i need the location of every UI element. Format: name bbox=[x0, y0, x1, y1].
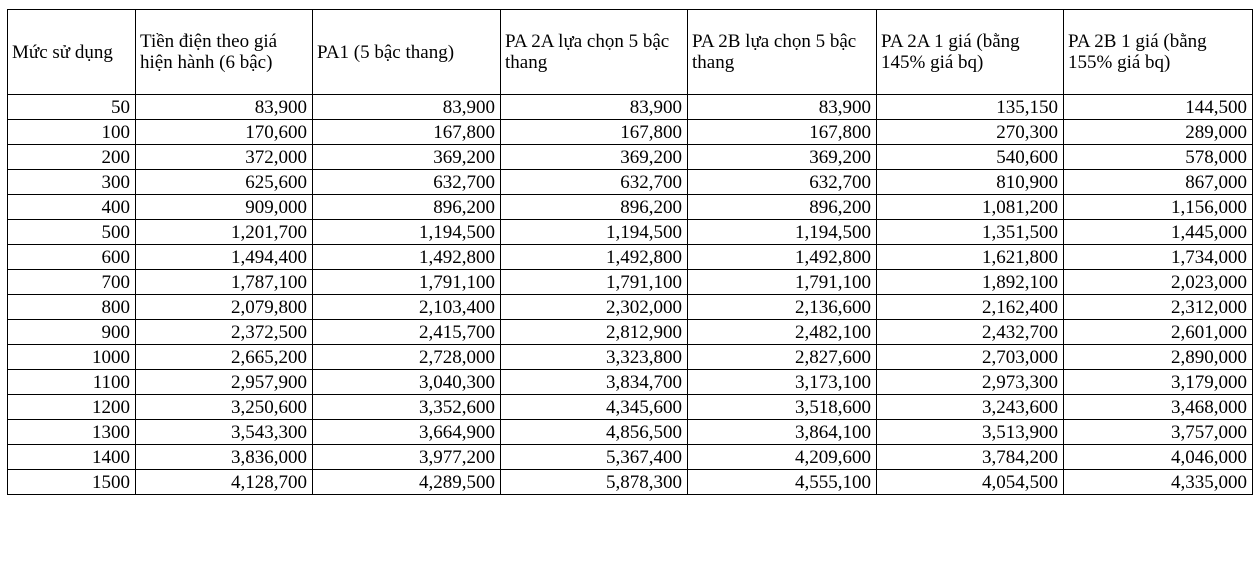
current-price-cell: 3,836,000 bbox=[136, 445, 313, 470]
table-row bbox=[8, 470, 1253, 495]
current-price-cell: 2,372,500 bbox=[136, 320, 313, 345]
pa2a-5-tier-cell: 83,900 bbox=[501, 95, 688, 120]
pa2a-single-price-cell: 2,973,300 bbox=[877, 370, 1064, 395]
pa2b-5-tier-cell: 4,555,100 bbox=[688, 470, 877, 495]
pa2b-5-tier-cell: 3,173,100 bbox=[688, 370, 877, 395]
pa2a-single-price-cell: 1,621,800 bbox=[877, 245, 1064, 270]
current-price-cell: 1,201,700 bbox=[136, 220, 313, 245]
pa2b-single-price-cell: 578,000 bbox=[1064, 145, 1253, 170]
pa1-cell: 2,103,400 bbox=[313, 295, 501, 320]
table-row bbox=[8, 120, 1253, 145]
usage-level-cell: 800 bbox=[8, 295, 136, 320]
usage-level-cell: 300 bbox=[8, 170, 136, 195]
pa2a-single-price-cell: 135,150 bbox=[877, 95, 1064, 120]
pa2b-single-price-cell: 2,601,000 bbox=[1064, 320, 1253, 345]
pa2a-5-tier-cell: 2,812,900 bbox=[501, 320, 688, 345]
pa2b-5-tier-cell: 896,200 bbox=[688, 195, 877, 220]
pa2b-5-tier-cell: 3,518,600 bbox=[688, 395, 877, 420]
pa2a-5-tier-cell: 3,323,800 bbox=[501, 345, 688, 370]
pa2a-single-price-cell: 2,162,400 bbox=[877, 295, 1064, 320]
pa2b-5-tier-cell: 2,482,100 bbox=[688, 320, 877, 345]
header-row bbox=[8, 10, 1253, 95]
pa2a-single-price-cell: 3,243,600 bbox=[877, 395, 1064, 420]
pa2b-single-price-cell: 3,468,000 bbox=[1064, 395, 1253, 420]
pa2a-5-tier-cell: 2,302,000 bbox=[501, 295, 688, 320]
pa2a-single-price-cell: 810,900 bbox=[877, 170, 1064, 195]
pa2a-single-price-cell: 1,081,200 bbox=[877, 195, 1064, 220]
usage-level-cell: 1200 bbox=[8, 395, 136, 420]
usage-level-cell: 400 bbox=[8, 195, 136, 220]
pa1-cell: 1,791,100 bbox=[313, 270, 501, 295]
pa2a-single-price-cell: 4,054,500 bbox=[877, 470, 1064, 495]
pa1-cell: 3,040,300 bbox=[313, 370, 501, 395]
pa2a-5-tier-cell: 167,800 bbox=[501, 120, 688, 145]
pa2b-5-tier-cell: 4,209,600 bbox=[688, 445, 877, 470]
current-price-cell: 625,600 bbox=[136, 170, 313, 195]
usage-level-cell: 1300 bbox=[8, 420, 136, 445]
pa2a-single-price-cell: 540,600 bbox=[877, 145, 1064, 170]
pa2a-single-price-cell: 2,703,000 bbox=[877, 345, 1064, 370]
table-row bbox=[8, 420, 1253, 445]
pa2a-5-tier-cell: 1,791,100 bbox=[501, 270, 688, 295]
pa1-cell: 2,728,000 bbox=[313, 345, 501, 370]
usage-level-cell: 1100 bbox=[8, 370, 136, 395]
header-pa2b-5-tier: PA 2B lựa chọn 5 bậc thang bbox=[688, 10, 877, 95]
pa2a-5-tier-cell: 1,194,500 bbox=[501, 220, 688, 245]
current-price-cell: 3,543,300 bbox=[136, 420, 313, 445]
pa1-cell: 3,977,200 bbox=[313, 445, 501, 470]
pa2b-single-price-cell: 144,500 bbox=[1064, 95, 1253, 120]
pa2a-5-tier-cell: 1,492,800 bbox=[501, 245, 688, 270]
pa2b-single-price-cell: 3,757,000 bbox=[1064, 420, 1253, 445]
pa2a-single-price-cell: 2,432,700 bbox=[877, 320, 1064, 345]
pa1-cell: 4,289,500 bbox=[313, 470, 501, 495]
table-row bbox=[8, 220, 1253, 245]
usage-level-cell: 900 bbox=[8, 320, 136, 345]
table-header bbox=[8, 10, 1253, 95]
header-current-price: Tiền điện theo giá hiện hành (6 bậc) bbox=[136, 10, 313, 95]
current-price-cell: 170,600 bbox=[136, 120, 313, 145]
pa2b-5-tier-cell: 1,492,800 bbox=[688, 245, 877, 270]
pa1-cell: 3,664,900 bbox=[313, 420, 501, 445]
pa2b-5-tier-cell: 2,136,600 bbox=[688, 295, 877, 320]
pa2b-5-tier-cell: 1,791,100 bbox=[688, 270, 877, 295]
pa2b-single-price-cell: 1,445,000 bbox=[1064, 220, 1253, 245]
usage-level-cell: 200 bbox=[8, 145, 136, 170]
current-price-cell: 909,000 bbox=[136, 195, 313, 220]
pa2b-5-tier-cell: 369,200 bbox=[688, 145, 877, 170]
table-body bbox=[8, 95, 1253, 495]
pa2a-5-tier-cell: 4,345,600 bbox=[501, 395, 688, 420]
table-row bbox=[8, 195, 1253, 220]
pa2b-5-tier-cell: 1,194,500 bbox=[688, 220, 877, 245]
pa1-cell: 896,200 bbox=[313, 195, 501, 220]
header-pa1: PA1 (5 bậc thang) bbox=[313, 10, 501, 95]
pa2b-5-tier-cell: 83,900 bbox=[688, 95, 877, 120]
table-row bbox=[8, 320, 1253, 345]
usage-level-cell: 500 bbox=[8, 220, 136, 245]
table-row bbox=[8, 145, 1253, 170]
current-price-cell: 2,957,900 bbox=[136, 370, 313, 395]
pa2b-single-price-cell: 2,023,000 bbox=[1064, 270, 1253, 295]
current-price-cell: 372,000 bbox=[136, 145, 313, 170]
table-row bbox=[8, 95, 1253, 120]
pa2b-single-price-cell: 3,179,000 bbox=[1064, 370, 1253, 395]
pa2b-single-price-cell: 289,000 bbox=[1064, 120, 1253, 145]
current-price-cell: 83,900 bbox=[136, 95, 313, 120]
pa2a-5-tier-cell: 3,834,700 bbox=[501, 370, 688, 395]
usage-level-cell: 700 bbox=[8, 270, 136, 295]
pa2b-5-tier-cell: 167,800 bbox=[688, 120, 877, 145]
pa2b-5-tier-cell: 2,827,600 bbox=[688, 345, 877, 370]
pa2b-5-tier-cell: 3,864,100 bbox=[688, 420, 877, 445]
current-price-cell: 1,494,400 bbox=[136, 245, 313, 270]
pa2b-single-price-cell: 1,156,000 bbox=[1064, 195, 1253, 220]
current-price-cell: 2,079,800 bbox=[136, 295, 313, 320]
pa2a-single-price-cell: 1,351,500 bbox=[877, 220, 1064, 245]
pa2b-single-price-cell: 867,000 bbox=[1064, 170, 1253, 195]
pa1-cell: 83,900 bbox=[313, 95, 501, 120]
table-row bbox=[8, 395, 1253, 420]
pa1-cell: 3,352,600 bbox=[313, 395, 501, 420]
pa2a-5-tier-cell: 5,878,300 bbox=[501, 470, 688, 495]
pa1-cell: 1,492,800 bbox=[313, 245, 501, 270]
pa2a-single-price-cell: 3,513,900 bbox=[877, 420, 1064, 445]
current-price-cell: 3,250,600 bbox=[136, 395, 313, 420]
pa1-cell: 167,800 bbox=[313, 120, 501, 145]
pa2a-5-tier-cell: 5,367,400 bbox=[501, 445, 688, 470]
table-row bbox=[8, 245, 1253, 270]
usage-level-cell: 1400 bbox=[8, 445, 136, 470]
pa2a-single-price-cell: 270,300 bbox=[877, 120, 1064, 145]
table-row bbox=[8, 445, 1253, 470]
header-pa2a-5-tier: PA 2A lựa chọn 5 bậc thang bbox=[501, 10, 688, 95]
pa2b-single-price-cell: 4,046,000 bbox=[1064, 445, 1253, 470]
pa2b-single-price-cell: 2,890,000 bbox=[1064, 345, 1253, 370]
pa2a-single-price-cell: 1,892,100 bbox=[877, 270, 1064, 295]
usage-level-cell: 50 bbox=[8, 95, 136, 120]
pa2b-single-price-cell: 1,734,000 bbox=[1064, 245, 1253, 270]
current-price-cell: 4,128,700 bbox=[136, 470, 313, 495]
table-row bbox=[8, 270, 1253, 295]
current-price-cell: 1,787,100 bbox=[136, 270, 313, 295]
pa2a-5-tier-cell: 4,856,500 bbox=[501, 420, 688, 445]
usage-level-cell: 600 bbox=[8, 245, 136, 270]
pa1-cell: 632,700 bbox=[313, 170, 501, 195]
pa2a-5-tier-cell: 896,200 bbox=[501, 195, 688, 220]
header-pa2a-single-price: PA 2A 1 giá (bằng 145% giá bq) bbox=[877, 10, 1064, 95]
usage-level-cell: 1500 bbox=[8, 470, 136, 495]
pa1-cell: 2,415,700 bbox=[313, 320, 501, 345]
electricity-price-table bbox=[7, 9, 1253, 495]
header-pa2b-single-price: PA 2B 1 giá (bằng 155% giá bq) bbox=[1064, 10, 1253, 95]
usage-level-cell: 1000 bbox=[8, 345, 136, 370]
current-price-cell: 2,665,200 bbox=[136, 345, 313, 370]
table-row bbox=[8, 170, 1253, 195]
pa2a-single-price-cell: 3,784,200 bbox=[877, 445, 1064, 470]
header-usage-level: Mức sử dụng bbox=[8, 10, 136, 95]
pa2a-5-tier-cell: 632,700 bbox=[501, 170, 688, 195]
pa2b-single-price-cell: 4,335,000 bbox=[1064, 470, 1253, 495]
table-row bbox=[8, 295, 1253, 320]
pa1-cell: 369,200 bbox=[313, 145, 501, 170]
table-row bbox=[8, 345, 1253, 370]
usage-level-cell: 100 bbox=[8, 120, 136, 145]
pa1-cell: 1,194,500 bbox=[313, 220, 501, 245]
pa2a-5-tier-cell: 369,200 bbox=[501, 145, 688, 170]
pa2b-5-tier-cell: 632,700 bbox=[688, 170, 877, 195]
table-row bbox=[8, 370, 1253, 395]
pa2b-single-price-cell: 2,312,000 bbox=[1064, 295, 1253, 320]
